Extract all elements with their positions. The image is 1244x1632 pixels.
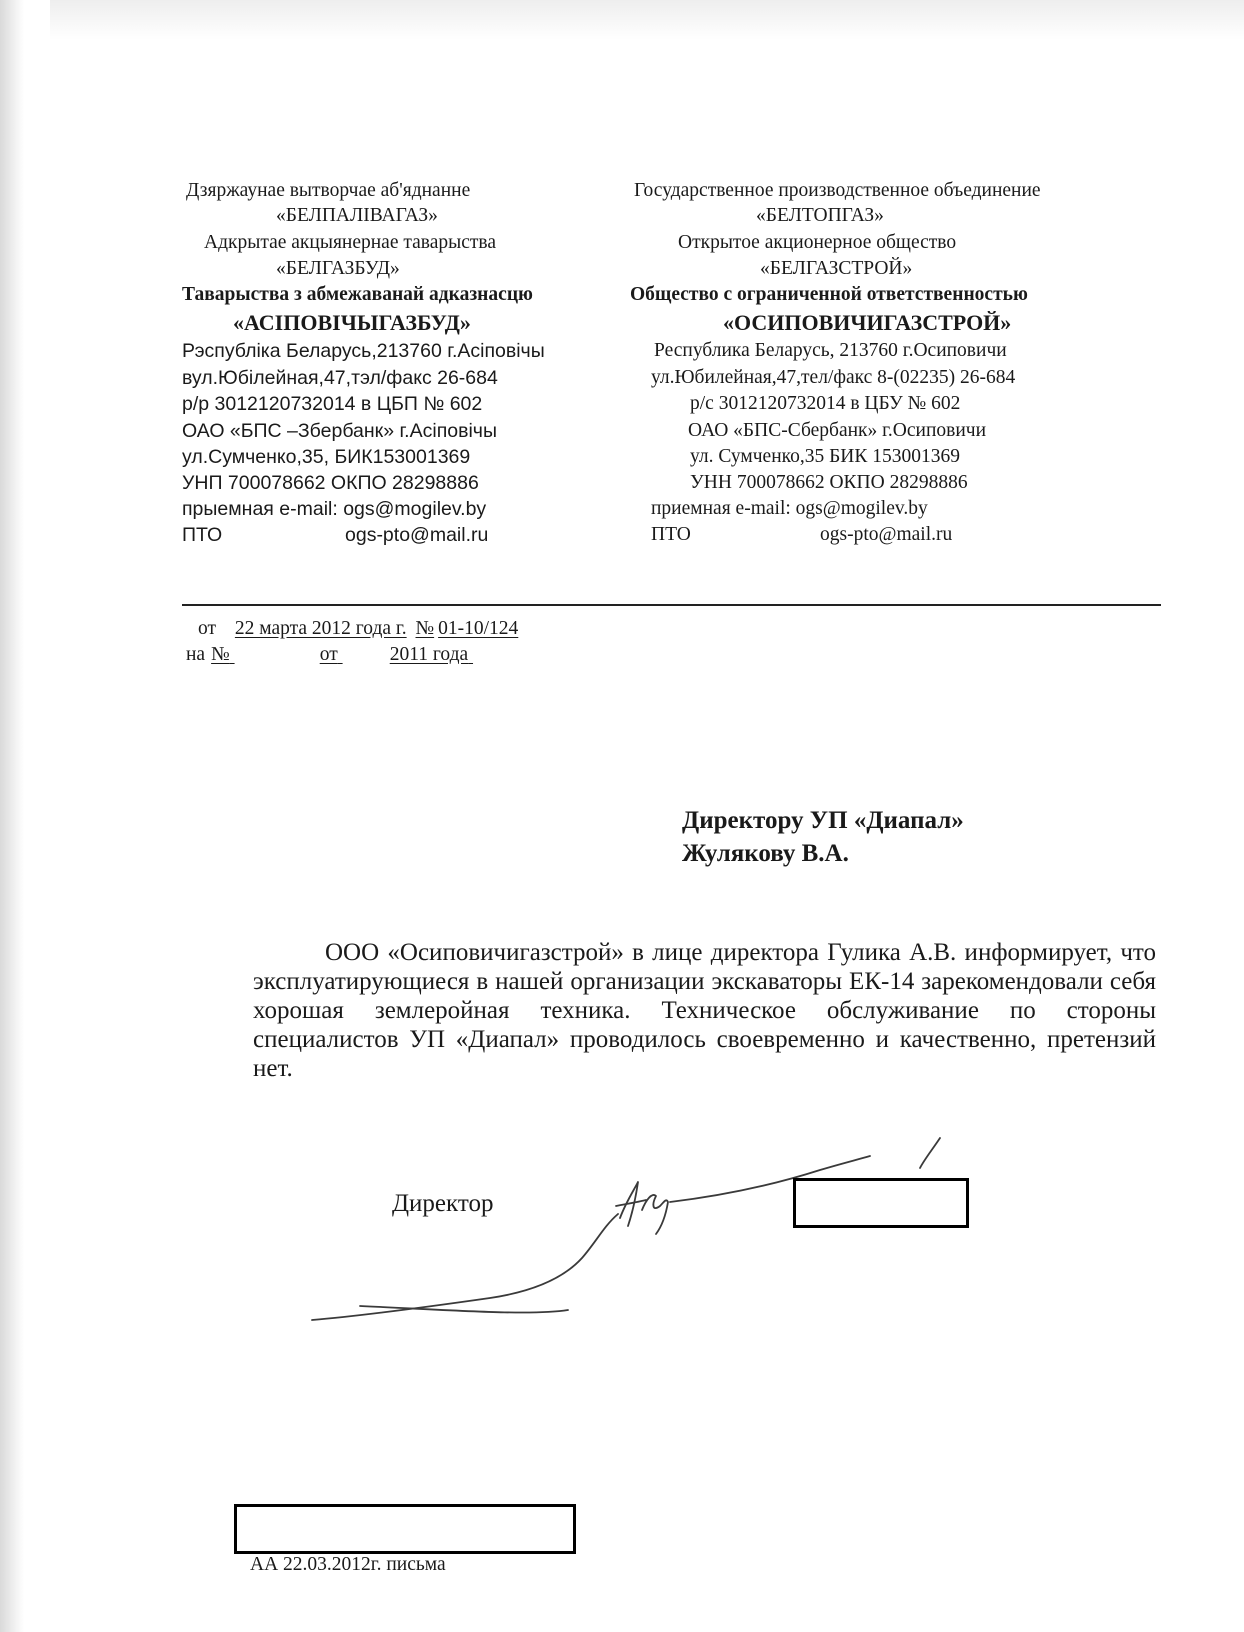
- reference-to-date-blank: [338, 644, 390, 666]
- header-left-line9: р/р 3012120732014 в ЦБП № 602: [182, 393, 483, 415]
- header-right-pto-label: ПТО: [651, 524, 691, 545]
- header-left-line5: Таварыства з абмежаванай адказнасцю: [182, 284, 533, 305]
- scan-edge-top: [50, 0, 1244, 40]
- reference-to-prefix: на: [186, 644, 206, 665]
- header-right-line8: ул.Юбилейная,47,тел/факс 8-(02235) 26-684: [651, 367, 1016, 388]
- header-left-line10: ОАО «БПС –Збербанк» г.Асіповічы: [182, 420, 497, 442]
- header-right-line13: приемная e-mail: ogs@mogilev.by: [651, 498, 928, 519]
- reference-to-trailing-blank: [468, 644, 512, 666]
- reference-from-date: 22 марта 2012 года г.: [234, 618, 407, 639]
- header-right-line12: УНН 700078662 ОКПО 28298886: [690, 472, 968, 493]
- addressee-line2: Жулякову В.А.: [682, 840, 849, 867]
- scan-edge-left: [0, 0, 24, 1632]
- header-left-line4: «БЕЛГАЗБУД»: [276, 258, 400, 279]
- reference-from-line: [198, 618, 518, 640]
- header-divider: [182, 604, 1161, 606]
- handwritten-signature: [300, 1130, 960, 1340]
- header-right-line3: Открытое акционерное общество: [678, 232, 957, 253]
- header-right-line10: ОАО «БПС-Сбербанк» г.Осиповичи: [688, 420, 987, 441]
- header-right-line11: ул. Сумченко,35 БИК 153001369: [690, 446, 961, 467]
- reference-from-prefix: от: [198, 618, 217, 639]
- reference-number-sign: №: [415, 618, 435, 639]
- reference-to-number-sign: №: [211, 644, 230, 665]
- signer-title: Директор: [392, 1190, 494, 1217]
- header-left-line13: прыемная e-mail: ogs@mogilev.by: [182, 498, 487, 520]
- header-right-company-name: «ОСИПОВИЧИГАЗСТРОЙ»: [723, 310, 1012, 335]
- addressee-line1: Директору УП «Диапал»: [682, 807, 964, 834]
- header-left-line11: ул.Сумченко,35, БИК153001369: [182, 446, 471, 468]
- header-right-pto-email: ogs-pto@mail.ru: [820, 524, 953, 545]
- header-right-line7: Республика Беларусь, 213760 г.Осиповичи: [654, 340, 1007, 361]
- letter-body: ООО «Осиповичигазстрой» в лице директора Гулика А.В. информирует, что эксплуатирующиеся в нашей организации экскаваторы ЕК-14 зарекомендовали себя хорошая землеройная техника. Техническое обслуживание по стороны специалистов УП «Диапал» проводилось своевременно и качественно, претензий нет.: [253, 939, 1156, 1082]
- header-left-line8: вул.Юбілейная,47,тэл/факс 26-684: [182, 367, 498, 389]
- reference-to-from: от: [319, 644, 338, 665]
- header-left-company-name: «АСІПОВІЧЫГАЗБУД»: [233, 310, 471, 335]
- redacted-footer-field: [234, 1504, 576, 1554]
- reference-to-year: 2011 года: [389, 644, 469, 665]
- header-right-line5: Общество с ограниченной ответственностью: [630, 284, 1028, 305]
- header-left-line3: Адкрытае акцыянернае таварыства: [204, 232, 497, 253]
- header-left-line2: «БЕЛПАЛІВАГАЗ»: [276, 205, 438, 226]
- header-left-pto-email: ogs-pto@mail.ru: [345, 524, 489, 546]
- header-right-line9: р/с 3012120732014 в ЦБУ № 602: [690, 393, 961, 414]
- header-left-line12: УНП 700078662 ОКПО 28298886: [182, 472, 479, 494]
- reference-to-line: [186, 644, 512, 666]
- header-right-line2: «БЕЛТОПГАЗ»: [756, 205, 884, 226]
- footer-note: АА 22.03.2012г. письма: [250, 1554, 446, 1575]
- header-left-line1: Дзяржаунае вытворчае аб'яднанне: [186, 180, 471, 201]
- redacted-signer-name: [793, 1178, 969, 1228]
- header-left-pto-label: ПТО: [182, 524, 223, 546]
- header-right-line1: Государственное производственное объединение: [634, 180, 1041, 201]
- reference-number: 01-10/124: [438, 618, 519, 639]
- reference-to-number-blank: [230, 644, 320, 666]
- header-left-line7: Рэспубліка Беларусь,213760 г.Асіповічы: [182, 340, 545, 362]
- header-right-line4: «БЕЛГАЗСТРОЙ»: [760, 258, 913, 279]
